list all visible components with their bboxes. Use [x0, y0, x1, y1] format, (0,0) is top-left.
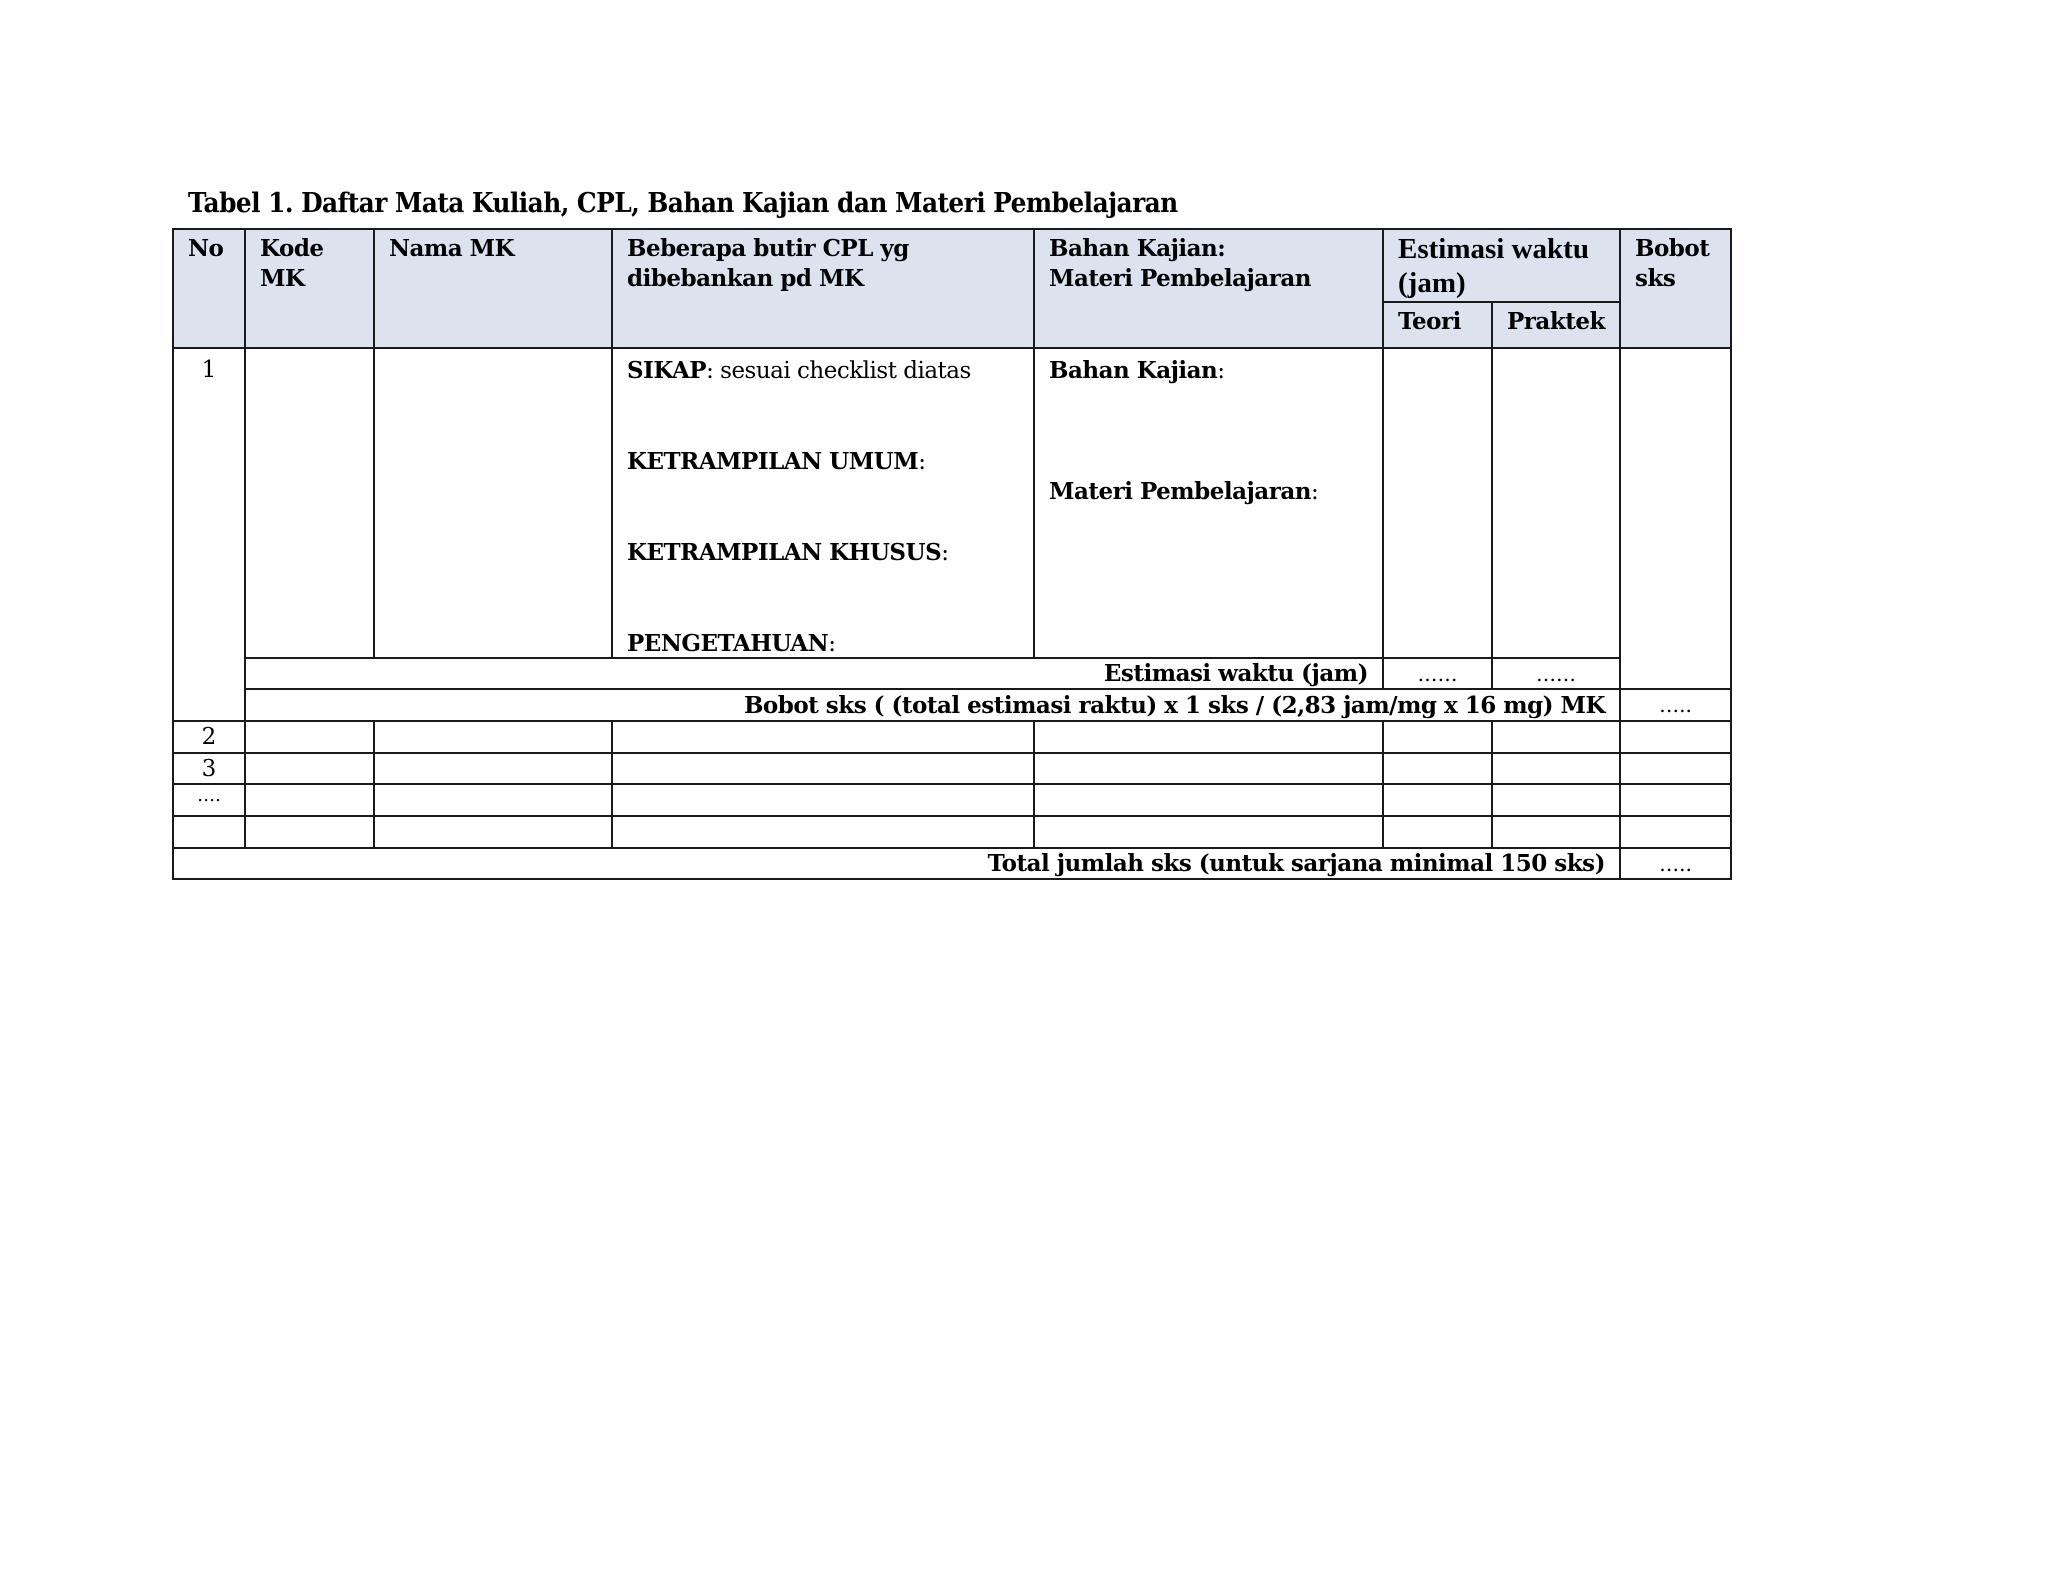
estimasi-subtotal-row: [173, 658, 1731, 689]
estimasi-subtotal-label: Estimasi waktu (jam): [245, 658, 1383, 689]
kode-mk-cell[interactable]: [245, 784, 374, 816]
header-bahan-kajian-line1: Bahan Kajian:: [1049, 235, 1226, 262]
table-row: [173, 753, 1731, 784]
praktek-cell[interactable]: [1492, 753, 1620, 784]
bobot-subtotal-label: Bobot sks ( (total estimasi raktu) x 1 sks / (2,83 jam/mg x 16 mg) MK: [245, 689, 1620, 721]
cpl-item-ketrampilan-khusus: KETRAMPILAN KHUSUS:: [627, 539, 949, 566]
row-number: 2: [173, 721, 245, 753]
table-row: [173, 816, 1731, 848]
praktek-cell[interactable]: [1492, 784, 1620, 816]
bobot-subtotal-value[interactable]: …..: [1620, 689, 1731, 721]
cpl-cell[interactable]: [612, 348, 1034, 658]
teori-cell[interactable]: [1383, 348, 1492, 658]
teori-cell[interactable]: [1383, 721, 1492, 753]
cpl-item-pengetahuan: PENGETAHUAN:: [627, 630, 836, 657]
kode-mk-cell[interactable]: [245, 721, 374, 753]
praktek-cell[interactable]: [1492, 348, 1620, 658]
row-number: 1: [173, 348, 245, 721]
header-bahan-kajian: [1034, 229, 1383, 348]
table-row: [173, 348, 1731, 658]
bahan-kajian-label: Bahan Kajian:: [1049, 357, 1225, 384]
estimasi-teori-value[interactable]: ……: [1383, 658, 1492, 689]
materi-pembelajaran-label: Materi Pembelajaran:: [1049, 478, 1319, 505]
header-bahan-kajian-line2: Materi Pembelajaran: [1049, 265, 1311, 292]
header-kode-mk: Kode MK: [245, 229, 374, 348]
praktek-cell[interactable]: [1492, 721, 1620, 753]
bahan-kajian-cell[interactable]: [1034, 784, 1383, 816]
praktek-cell[interactable]: [1492, 816, 1620, 848]
header-nama-mk: Nama MK: [374, 229, 612, 348]
table-row: [173, 784, 1731, 816]
cpl-item-ketrampilan-umum: KETRAMPILAN UMUM:: [627, 448, 926, 475]
kode-mk-cell[interactable]: [245, 816, 374, 848]
row-number: 3: [173, 753, 245, 784]
nama-mk-cell[interactable]: [374, 721, 612, 753]
cpl-cell[interactable]: [612, 816, 1034, 848]
teori-cell[interactable]: [1383, 784, 1492, 816]
header-no: No: [173, 229, 245, 348]
table-row: [173, 721, 1731, 753]
row-number: ….: [173, 784, 245, 816]
bahan-kajian-cell[interactable]: [1034, 348, 1383, 658]
bobot-sks-cell[interactable]: [1620, 784, 1731, 816]
bahan-kajian-cell[interactable]: [1034, 753, 1383, 784]
row-number: [173, 816, 245, 848]
kode-mk-cell[interactable]: [245, 753, 374, 784]
cpl-cell[interactable]: [612, 721, 1034, 753]
teori-cell[interactable]: [1383, 816, 1492, 848]
bobot-sks-cell[interactable]: [1620, 753, 1731, 784]
total-sks-label: Total jumlah sks (untuk sarjana minimal 150 sks): [173, 848, 1620, 879]
teori-cell[interactable]: [1383, 753, 1492, 784]
cpl-cell[interactable]: [612, 784, 1034, 816]
bahan-kajian-cell[interactable]: [1034, 816, 1383, 848]
course-table: [172, 228, 1732, 880]
header-cpl: Beberapa butir CPL yg dibebankan pd MK: [612, 229, 1034, 348]
header-praktek: Praktek: [1492, 302, 1620, 348]
nama-mk-cell[interactable]: [374, 816, 612, 848]
header-bobot-sks: Bobot sks: [1620, 229, 1731, 348]
total-row: [173, 848, 1731, 879]
header-teori: Teori: [1383, 302, 1492, 348]
nama-mk-cell[interactable]: [374, 348, 612, 658]
bahan-kajian-cell[interactable]: [1034, 721, 1383, 753]
bobot-subtotal-row: [173, 689, 1731, 721]
table-title: Tabel 1. Daftar Mata Kuliah, CPL, Bahan Kajian dan Materi Pembelajaran: [188, 188, 1178, 219]
bobot-sks-cell[interactable]: [1620, 816, 1731, 848]
kode-mk-cell[interactable]: [245, 348, 374, 658]
bobot-sks-cell[interactable]: [1620, 721, 1731, 753]
header-estimasi-waktu: Estimasi waktu (jam): [1383, 229, 1620, 302]
cpl-cell[interactable]: [612, 753, 1034, 784]
nama-mk-cell[interactable]: [374, 753, 612, 784]
cpl-item-sikap: SIKAP: sesuai checklist diatas: [627, 357, 971, 384]
bobot-sks-cell[interactable]: [1620, 348, 1731, 689]
total-sks-value[interactable]: …..: [1620, 848, 1731, 879]
nama-mk-cell[interactable]: [374, 784, 612, 816]
estimasi-praktek-value[interactable]: ……: [1492, 658, 1620, 689]
